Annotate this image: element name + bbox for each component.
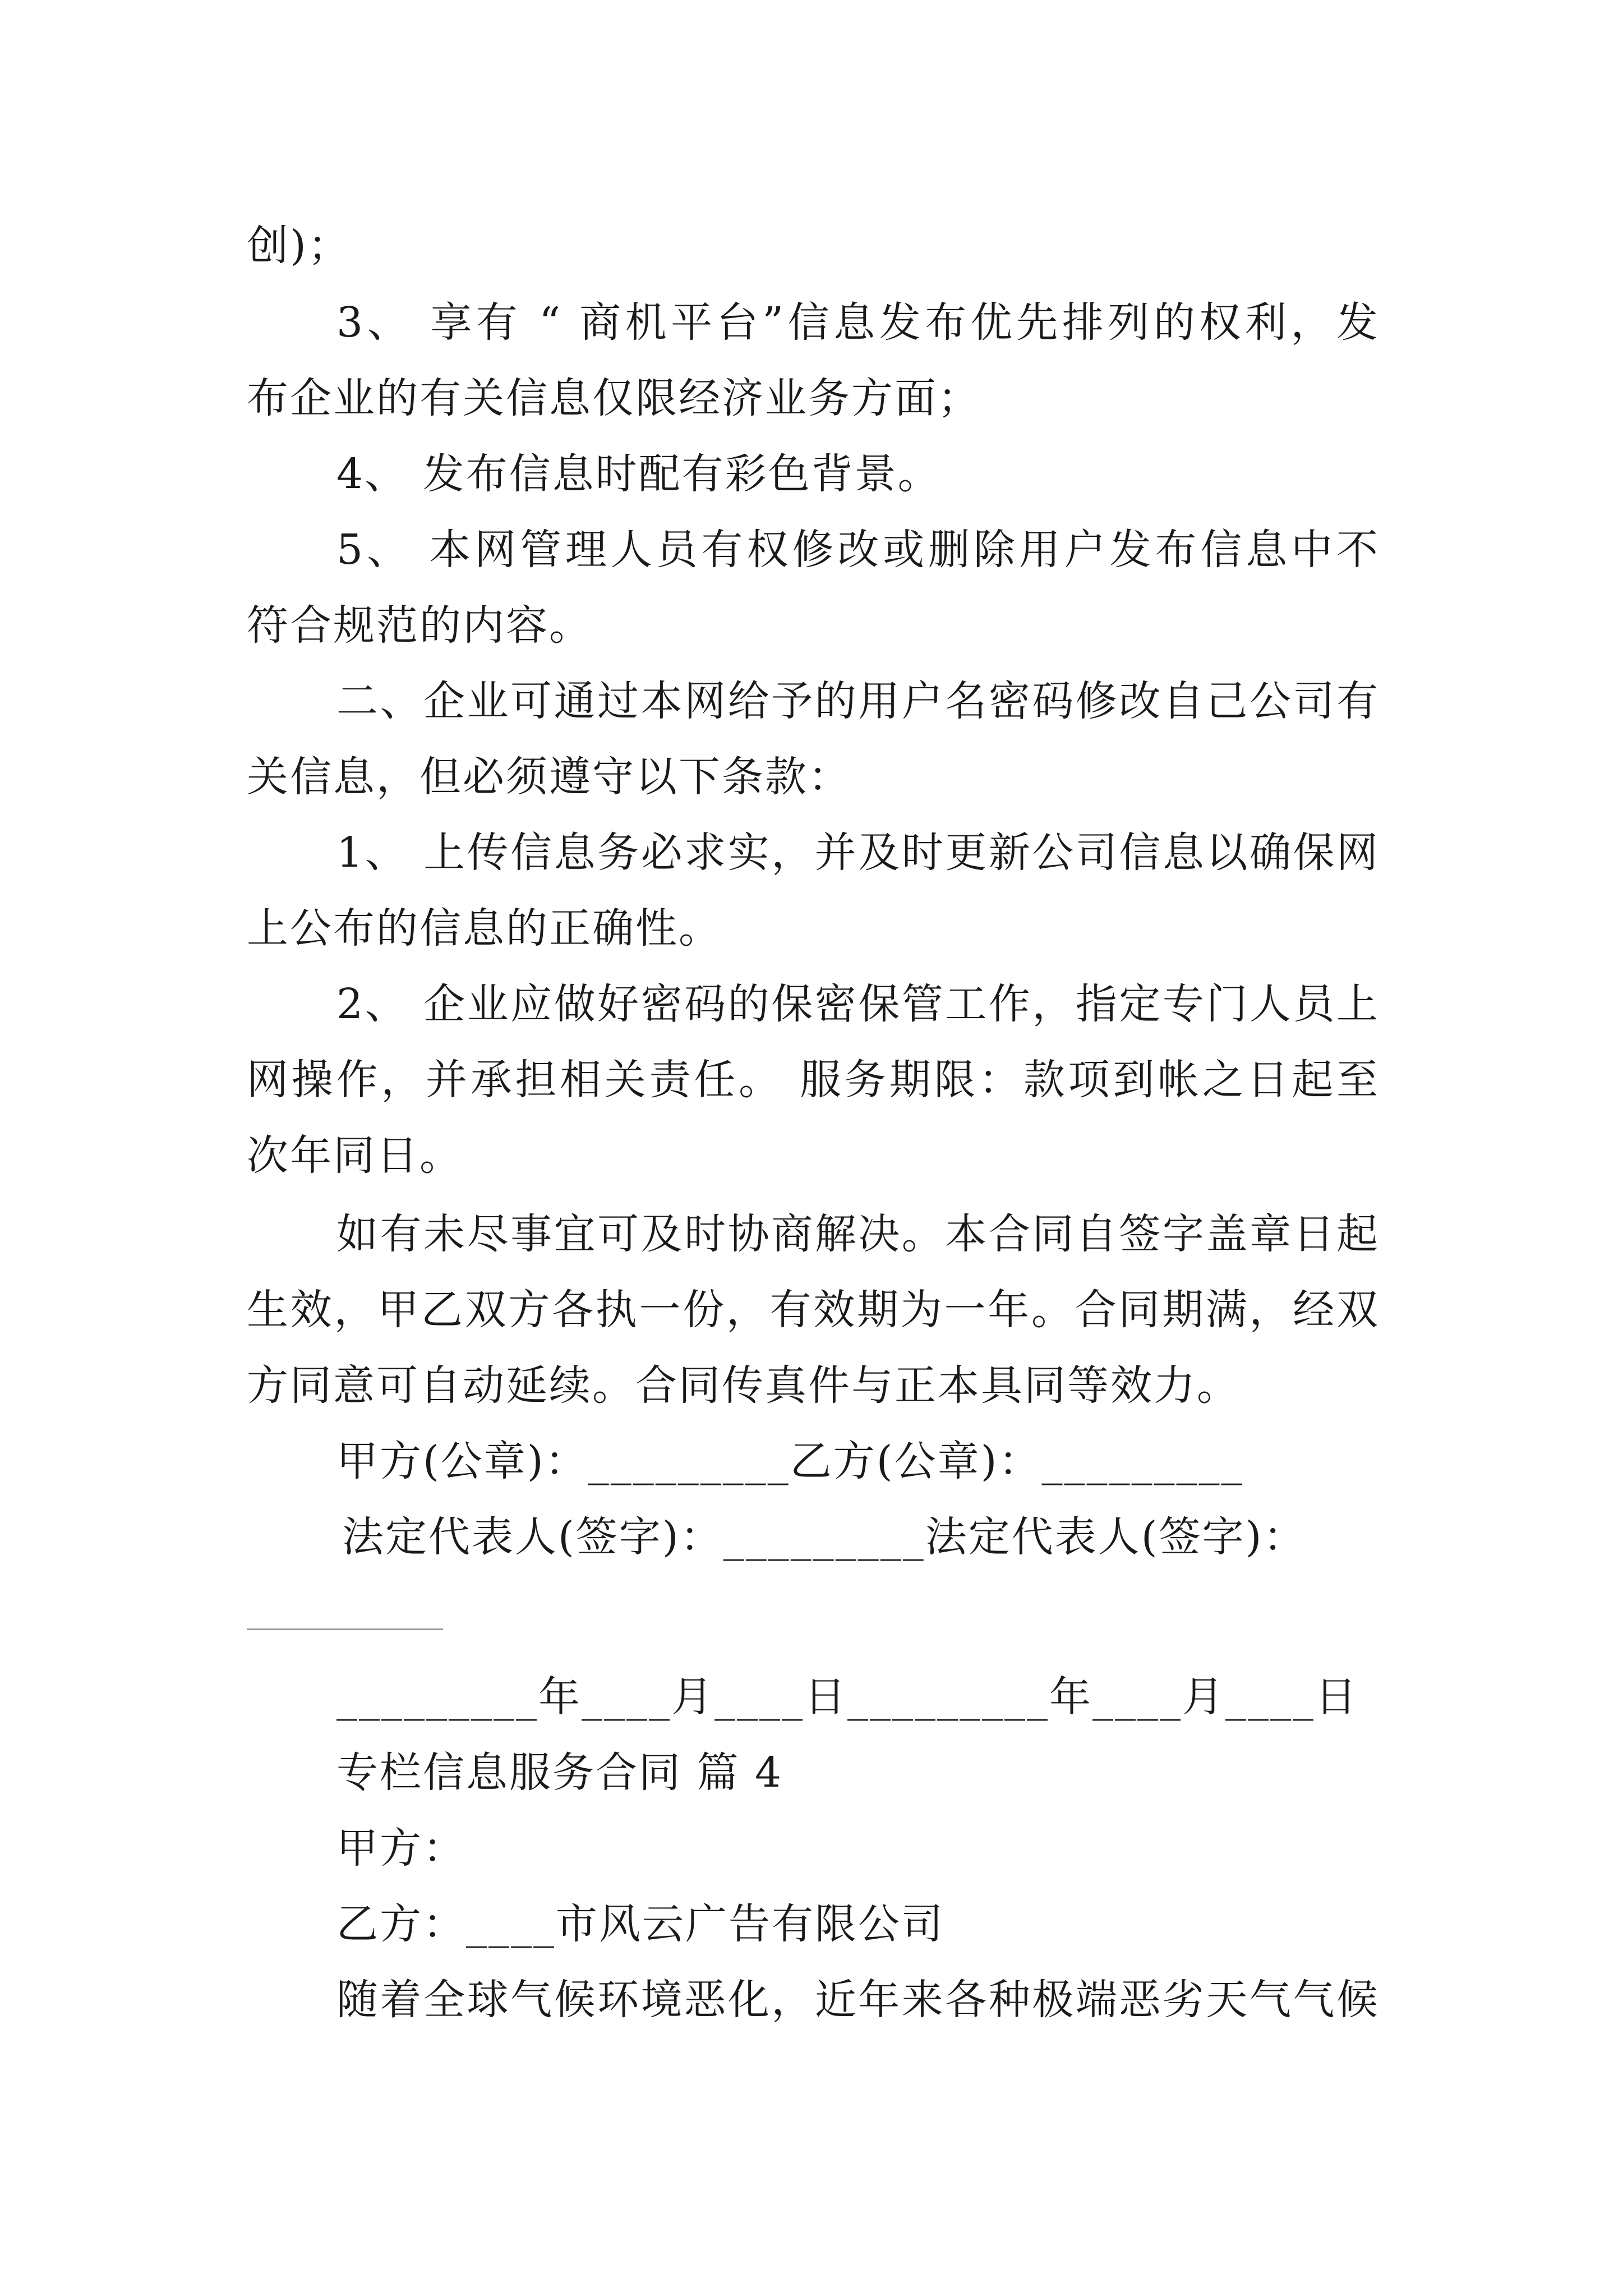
- clause-5-line-1: 5、 本网管理人员有权修改或删除用户发布信息中不: [336, 526, 1380, 574]
- representative-line: 法定代表人(签字)：_________法定代表人(签字)：: [342, 1513, 1307, 1561]
- term-2-line-1: 2、 企业应做好密码的保密保管工作，指定专门人员上: [336, 980, 1380, 1028]
- party-a: 甲方：: [336, 1824, 466, 1872]
- clause-3-line-1: 3、 享有 “ 商机平台”信息发布优先排列的权利，发: [336, 298, 1380, 347]
- clause-5-line-2: 符合规范的内容。: [247, 601, 592, 650]
- date-line: _________年____月____日_________年____月____日: [336, 1673, 1358, 1721]
- section-2-line-2: 关信息，但必须遵守以下条款：: [247, 753, 851, 801]
- clause-4: 4、 发布信息时配有彩色背景。: [336, 450, 941, 498]
- closing-line-3: 方同意可自动延续。合同传真件与正本具同等效力。: [247, 1361, 1240, 1410]
- closing-line-1: 如有未尽事宜可及时协商解决。本合同自签字盖章日起: [336, 1210, 1380, 1258]
- seal-line: 甲方(公章)：_________乙方(公章)：_________: [336, 1437, 1244, 1485]
- section-2-line-1: 二、企业可通过本网给予的用户名密码修改自己公司有: [336, 677, 1380, 725]
- term-1-line-2: 上公布的信息的正确性。: [247, 904, 722, 953]
- clause-3-line-2: 布企业的有关信息仅限经济业务方面；: [247, 374, 981, 422]
- paragraph-line: 创)；: [247, 222, 351, 270]
- signature-blank: [247, 1628, 443, 1630]
- intro-line: 随着全球气候环境恶化，近年来各种极端恶劣天气气候: [336, 1976, 1380, 2024]
- section-title: 专栏信息服务合同 篇 4: [336, 1749, 783, 1797]
- term-2-line-2: 网操作，并承担相关责任。 服务期限：款项到帐之日起至: [247, 1056, 1380, 1104]
- closing-line-2: 生效，甲乙双方各执一份，有效期为一年。合同期满，经双: [247, 1286, 1380, 1334]
- party-b: 乙方：____市风云广告有限公司: [336, 1900, 944, 1948]
- term-2-line-3: 次年同日。: [247, 1131, 463, 1180]
- term-1-line-1: 1、 上传信息务必求实，并及时更新公司信息以确保网: [336, 829, 1380, 877]
